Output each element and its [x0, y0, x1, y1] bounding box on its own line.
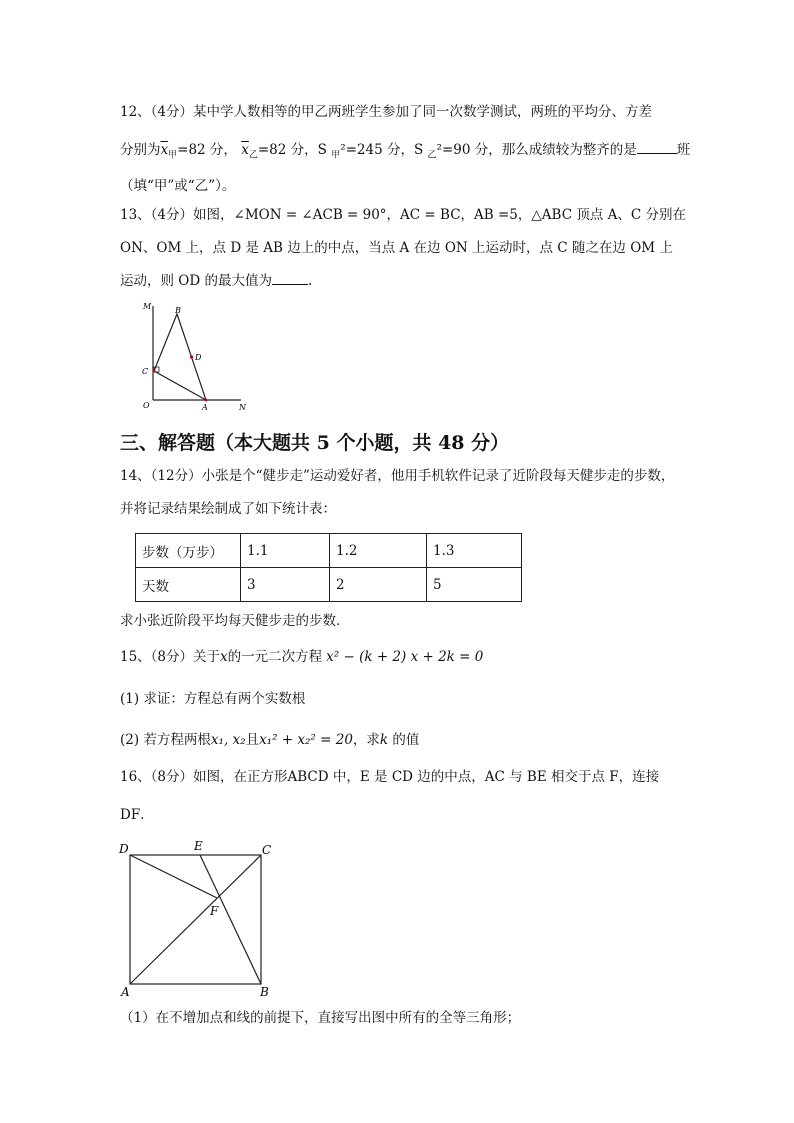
- label-b: B: [175, 306, 181, 315]
- q12-line2-prefix: 分别为: [120, 142, 161, 158]
- q14-line2: 并将记录结果绘制成了如下统计表：: [120, 501, 336, 517]
- segment-df: [130, 855, 217, 898]
- answer-blank-12[interactable]: [637, 141, 677, 154]
- label-d: D: [119, 842, 129, 856]
- table-cell: 步数（万步）: [136, 534, 241, 568]
- q15-line1: [120, 648, 483, 666]
- segment-be: [200, 855, 261, 984]
- q13-figure: [138, 300, 258, 416]
- q15-part2-end: ，求: [352, 732, 380, 748]
- mean-yi: =82 分，S: [257, 142, 327, 158]
- table-cell: 2: [330, 568, 427, 602]
- s-sub-yi: 乙: [427, 150, 437, 161]
- table-cell: 3: [241, 568, 330, 602]
- q15-part2-mid: 且: [245, 732, 260, 748]
- table-cell: 1.2: [330, 534, 427, 568]
- q15-part2-prefix: (2) 若方程两根: [120, 732, 211, 748]
- label-m: M: [143, 302, 152, 311]
- label-d: D: [195, 353, 202, 362]
- table-cell: 天数: [136, 568, 241, 602]
- q13-line3-end: .: [307, 273, 313, 289]
- var-k: k: [379, 732, 389, 748]
- answer-blank-13[interactable]: [272, 272, 308, 285]
- q14-line1: 14、（12分）小张是个“健步走”运动爱好者，他用手机软件记录了近阶段每天健步走的步数，: [120, 468, 675, 484]
- q16-line1: 16、（8分）如图，在正方形ABCD 中，E 是 CD 边的中点，AC 与 BE 相交于点 F，连接: [120, 769, 660, 785]
- q16-line2: DF．: [120, 807, 154, 823]
- q15-mid: 的一元二次方程: [227, 649, 323, 665]
- q16-part1: （1）在不增加点和线的前提下，直接写出图中所有的全等三角形；: [120, 1010, 521, 1026]
- label-o: O: [143, 401, 150, 410]
- table-cell: 5: [427, 568, 522, 602]
- quadratic-equation: x² − (k + 2) x + 2k = 0: [326, 649, 484, 665]
- s-sub-jia: 甲: [331, 150, 341, 161]
- q15-prefix: 15、（8分）关于: [120, 649, 221, 665]
- point-d: [190, 355, 193, 358]
- point-a: [205, 399, 208, 402]
- sub-jia: 甲: [168, 150, 178, 161]
- label-a: A: [202, 403, 208, 412]
- table-row: [136, 568, 522, 602]
- label-a: A: [121, 985, 130, 999]
- var-x: x: [220, 649, 228, 665]
- mean-jia: =82 分，: [177, 142, 237, 158]
- point-c: [153, 370, 156, 373]
- var-jia: ²=245 分，S: [340, 142, 424, 158]
- table-row: [136, 534, 522, 568]
- xbar-yi: $\overline{x}$: [241, 142, 249, 158]
- steps-table: [135, 533, 522, 602]
- q15-part2-tail: 的值: [388, 732, 420, 748]
- label-b: B: [260, 985, 269, 999]
- label-e: E: [194, 839, 203, 853]
- roots: x₁, x₂: [210, 732, 246, 748]
- q12-suffix: 班: [676, 142, 691, 158]
- diagonal-ac: [130, 855, 261, 984]
- section-3-heading: 三、解答题（本大题共 5 个小题，共 48 分）: [120, 432, 510, 454]
- q13-line3-text: 运动，则 OD 的最大值为: [120, 273, 272, 289]
- q12-line3: （填“甲”或“乙”）。: [120, 178, 236, 194]
- q14-question: 求小张近阶段平均每天健步走的步数．: [120, 613, 350, 629]
- var-yi: ²=90 分，那么成绩较为整齐的是: [436, 142, 637, 158]
- label-n: N: [239, 403, 246, 412]
- roots-equation: x₁² + x₂² = 20: [259, 732, 353, 748]
- xbar-jia: $\overline{x}$: [160, 142, 169, 158]
- label-c: C: [262, 843, 272, 857]
- table-cell: 1.1: [241, 534, 330, 568]
- q16-figure: [115, 838, 280, 1000]
- sub-yi: 乙: [248, 150, 258, 161]
- q15-part2: [120, 731, 419, 749]
- table-cell: 1.3: [427, 534, 522, 568]
- q13-line1: 13、（4分）如图，∠MON = ∠ACB = 90°，AC = BC，AB =5，△ABC 顶点 A、C 分别在: [120, 207, 686, 223]
- label-c: C: [142, 367, 149, 376]
- label-f: F: [210, 904, 219, 918]
- q15-part1: (1) 求证：方程总有两个实数根: [120, 691, 306, 707]
- q12-line1: 12、（4分）某中学人数相等的甲乙两班学生参加了同一次数学测试，两班的平均分、方差: [120, 104, 653, 120]
- q13-line2: ON、OM 上，点 D 是 AB 边上的中点，当点 A 在边 ON 上运动时，点 C 随之在边 OM 上: [120, 240, 673, 256]
- q12-line2: [120, 141, 690, 165]
- q13-line3: [120, 272, 312, 290]
